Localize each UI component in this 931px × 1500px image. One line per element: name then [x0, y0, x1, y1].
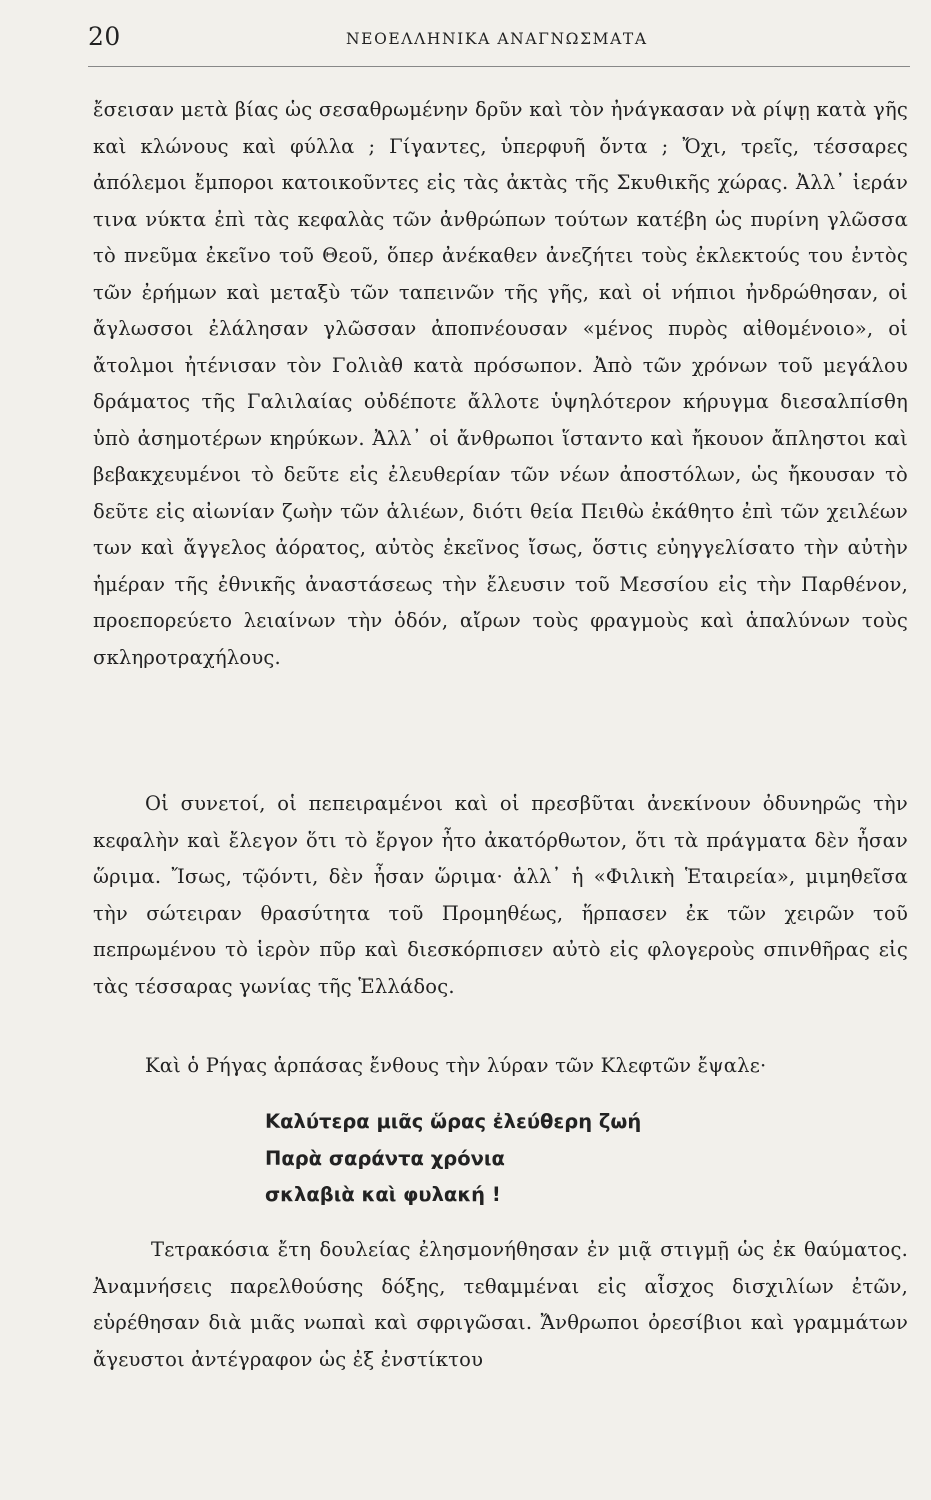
page-header [88, 22, 908, 58]
verse-line: Παρὰ σαράντα χρόνια [265, 1146, 505, 1170]
page-number: 20 [88, 22, 121, 51]
verse-line: σκλαβιὰ καὶ φυλακή ! [265, 1183, 501, 1206]
paragraph: Οἱ συνετοί, οἱ πεπειραμένοι καὶ οἱ πρεσβῦται ἀνεκίνουν ὀδυνηρῶς τὴν κεφαλὴν καὶ ἔλεγον ὅτι τὸ ἔργον ἦτο ἀκατόρθωτον, ὅτι τὰ πράγματα δὲν ἦσαν ὥριμα. Ἴσως, τῷόντι, δὲν ἦσαν ὥριμα· ἀλλ᾽ ἡ «Φιλικὴ Ἑταιρεία», μιμηθεῖσα τὴν σώτειραν θρασύτητα τοῦ Προμηθέως, ἥρπασεν ἐκ τῶν χειρῶν τοῦ πεπρωμένου τὸ ἱερὸν πῦρ καὶ διεσκόρπισεν αὐτὸ εἰς φλογεροὺς σπινθῆρας εἰς τὰς τέσσαρας γωνίας τῆς Ἑλλάδος. [93, 792, 908, 998]
verse-line: Καλύτερα μιᾶς ὥρας ἐλεύθερη ζωή [265, 1110, 642, 1133]
paragraph: ἔσεισαν μετὰ βίας ὡς σεσαθρωμένην δρῦν καὶ τὸν ἠνάγκασαν νὰ ρίψῃ κατὰ γῆς καὶ κλώνους καὶ φύλλα ; Γίγαντες, ὑπερφυῆ ὄντα ; Ὄχι, τρεῖς, τέσσαρες ἀπόλεμοι ἔμποροι κατοικοῦντες εἰς τὰς ἀκτὰς τῆς Σκυθικῆς χώρας. Ἀλλ᾽ ἱεράν τινα νύκτα ἐπὶ τὰς κεφαλὰς τῶν ἀνθρώπων τούτων κατέβη ὡς πυρίνη γλῶσσα τὸ πνεῦμα ἐκεῖνο τοῦ Θεοῦ, ὅπερ ἀνέκαθεν ἀνεζήτει τοὺς ἐκλεκτούς του ἐντὸς τῶν ἐρήμων καὶ μεταξὺ τῶν ταπεινῶν τῆς γῆς, καὶ οἱ νήπιοι ἠνδρώθησαν, οἱ ἄγλωσσοι ἐλάλησαν γλῶσσαν ἀποπνέουσαν «μένος πυρὸς αἰθομένοιο», οἱ ἄτολμοι ἠτένισαν τὸν Γολιὰθ κατὰ πρόσωπον. Ἀπὸ τῶν χρόνων τοῦ μεγάλου δράματος τῆς Γαλιλαίας οὐδέποτε ἄλλοτε ὑψηλότερον κήρυγμα διεσαλπίσθη ὑπὸ ἀσημοτέρων κηρύκων. Ἀλλ᾽ οἱ ἄνθρωποι ἵσταντο καὶ ἤκουον ἄπληστοι καὶ βεβακχευμένοι τὸ δεῦτε εἰς ἐλευθερίαν τῶν νέων ἀποστόλων, ὡς ἤκουσαν τὸ δεῦτε εἰς αἰωνίαν ζωὴν τῶν ἁλιέων, διότι θεία Πειθὼ ἐκάθητο ἐπὶ τῶν χειλέων των καὶ ἄγγελος ἀόρατος, αὐτὸς ἐκεῖνος ἴσως, ὅστις εὐηγγελίσατο τὴν αὐτὴν ἡμέραν τῆς ἐθνικῆς ἀναστάσεως τὴν ἔλευσιν τοῦ Μεσσίου εἰς τὴν Παρθένον, προεπορεύετο λειαίνων τὴν ὁδόν, αἴρων τοὺς φραγμοὺς καὶ ἁπαλύνων τοὺς σκληροτραχήλους. [93, 98, 908, 669]
verse-block [265, 1104, 765, 1214]
running-title: ΝΕΟΕΛΛΗΝΙΚΑ ΑΝΑΓΝΩΣΜΑΤΑ [346, 30, 648, 48]
paragraph: Καὶ ὁ Ρήγας ἁρπάσας ἔνθους τὴν λύραν τῶν Κλεφτῶν ἔψαλε· [145, 1054, 767, 1077]
paragraph: Τετρακόσια ἔτη δουλείας ἐλησμονήθησαν ἐν μιᾷ στιγμῇ ὡς ἐκ θαύματος. Ἀναμνήσεις παρελθούσης δόξης, τεθαμμέναι εἰς αἶσχος δισχιλίων ἐτῶν, εὑρέθησαν διὰ μιᾶς νωπαὶ καὶ σφριγῶσαι. Ἄνθρωποι ὀρεσίβιοι καὶ γραμμάτων ἄγευστοι ἀντέγραφον ὡς ἐξ ἐνστίκτου [93, 1238, 908, 1371]
header-rule [88, 66, 910, 67]
